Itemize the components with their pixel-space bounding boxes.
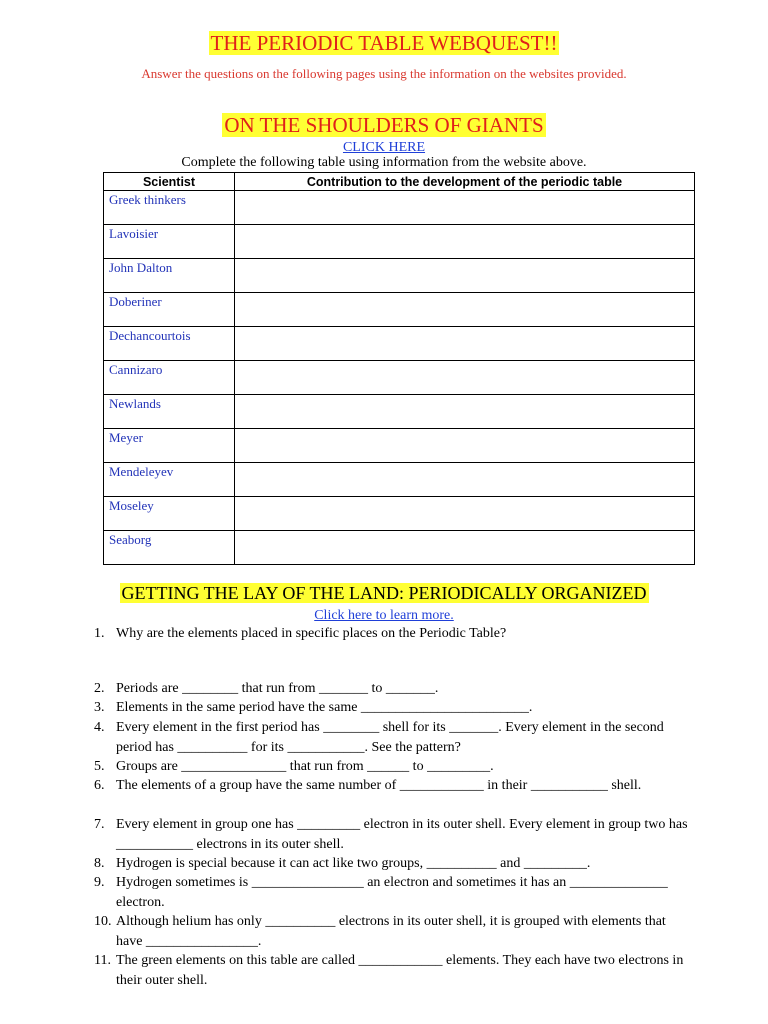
- contribution-cell[interactable]: [235, 463, 695, 497]
- scientist-name: John Dalton: [104, 259, 235, 293]
- section-heading-giants: ON THE SHOULDERS OF GIANTS: [224, 113, 544, 137]
- table-header-row: [104, 173, 695, 191]
- contribution-cell[interactable]: [235, 225, 695, 259]
- click-here-link[interactable]: CLICK HERE: [342, 140, 426, 155]
- table-row: [104, 225, 695, 259]
- question-number: 7.: [94, 817, 105, 832]
- question-item: [94, 776, 694, 796]
- question-text: The elements of a group have the same number of ____________ in their ___________ shell.: [116, 778, 642, 793]
- scientist-name: Dechancourtois: [104, 327, 235, 361]
- contribution-cell[interactable]: [235, 395, 695, 429]
- contribution-cell[interactable]: [235, 191, 695, 225]
- contribution-cell[interactable]: [235, 293, 695, 327]
- scientist-name: Greek thinkers: [104, 191, 235, 225]
- table-row: [104, 531, 695, 565]
- section-heading-lay-of-land: GETTING THE LAY OF THE LAND: PERIODICALLY ORGANIZED: [121, 583, 647, 603]
- question-number: 4.: [94, 720, 105, 735]
- question-text: The green elements on this table are called ____________ elements. They each have two electrons in their outer shell.: [116, 953, 684, 988]
- table-instructions: Complete the following table using information from the website above.: [181, 155, 587, 170]
- table-row: [104, 429, 695, 463]
- question-item: [94, 873, 694, 912]
- scientist-name: Cannizaro: [104, 361, 235, 395]
- page-subtitle: Answer the questions on the following pages using the information on the websites provided.: [141, 66, 627, 81]
- scientist-name: Meyer: [104, 429, 235, 463]
- question-text: Although helium has only __________ electrons in its outer shell, it is grouped with elements that have ________________.: [116, 914, 666, 949]
- question-item: [94, 815, 694, 854]
- question-text: Why are the elements placed in specific places on the Periodic Table?: [116, 626, 507, 641]
- column-header-scientist: Scientist: [104, 173, 235, 191]
- table-row: [104, 259, 695, 293]
- table-row: [104, 191, 695, 225]
- question-item: [94, 854, 694, 874]
- question-item: [94, 757, 694, 777]
- question-number: 2.: [94, 681, 105, 696]
- question-number: 5.: [94, 759, 105, 774]
- contribution-cell[interactable]: [235, 361, 695, 395]
- scientist-name: Doberiner: [104, 293, 235, 327]
- page-title: THE PERIODIC TABLE WEBQUEST!!: [210, 31, 558, 55]
- table-row: [104, 497, 695, 531]
- table-row: [104, 361, 695, 395]
- question-number: 1.: [94, 626, 105, 641]
- question-item: [94, 951, 694, 990]
- question-number: 9.: [94, 875, 105, 890]
- question-text: Hydrogen is special because it can act like two groups, __________ and _________.: [116, 856, 591, 871]
- question-item: [94, 679, 694, 699]
- scientist-name: Newlands: [104, 395, 235, 429]
- question-text: Hydrogen sometimes is ________________ an electron and sometimes it has an ______________ electron.: [116, 875, 668, 910]
- contribution-cell[interactable]: [235, 429, 695, 463]
- scientist-name: Seaborg: [104, 531, 235, 565]
- question-item: [94, 624, 694, 644]
- question-text: Periods are ________ that run from _______ to _______.: [116, 681, 439, 696]
- scientist-name: Mendeleyev: [104, 463, 235, 497]
- column-header-contribution: Contribution to the development of the periodic table: [235, 173, 695, 191]
- scientist-table: [103, 172, 695, 565]
- learn-more-link[interactable]: Click here to learn more.: [314, 608, 454, 623]
- question-number: 10.: [94, 914, 112, 929]
- table-row: [104, 293, 695, 327]
- question-number: 3.: [94, 700, 105, 715]
- question-text: Groups are _______________ that run from ______ to _________.: [116, 759, 494, 774]
- question-number: 8.: [94, 856, 105, 871]
- question-item: [94, 718, 694, 757]
- question-text: Every element in group one has _________ electron in its outer shell. Every element in group two has ___________ electrons in its outer shell.: [116, 817, 688, 852]
- learn-more-container: [0, 606, 768, 624]
- contribution-cell[interactable]: [235, 259, 695, 293]
- question-item: [94, 698, 694, 718]
- question-text: Elements in the same period have the same ________________________.: [116, 700, 533, 715]
- click-here-container: [0, 138, 768, 156]
- scientist-name: Moseley: [104, 497, 235, 531]
- question-number: 6.: [94, 778, 105, 793]
- question-text: Every element in the first period has ________ shell for its _______. Every element in the second period has __________ for its ___________. See the pattern?: [116, 720, 664, 755]
- contribution-cell[interactable]: [235, 497, 695, 531]
- table-row: [104, 463, 695, 497]
- question-item: [94, 912, 694, 951]
- table-row: [104, 395, 695, 429]
- question-number: 11.: [94, 953, 111, 968]
- scientist-name: Lavoisier: [104, 225, 235, 259]
- contribution-cell[interactable]: [235, 531, 695, 565]
- table-row: [104, 327, 695, 361]
- contribution-cell[interactable]: [235, 327, 695, 361]
